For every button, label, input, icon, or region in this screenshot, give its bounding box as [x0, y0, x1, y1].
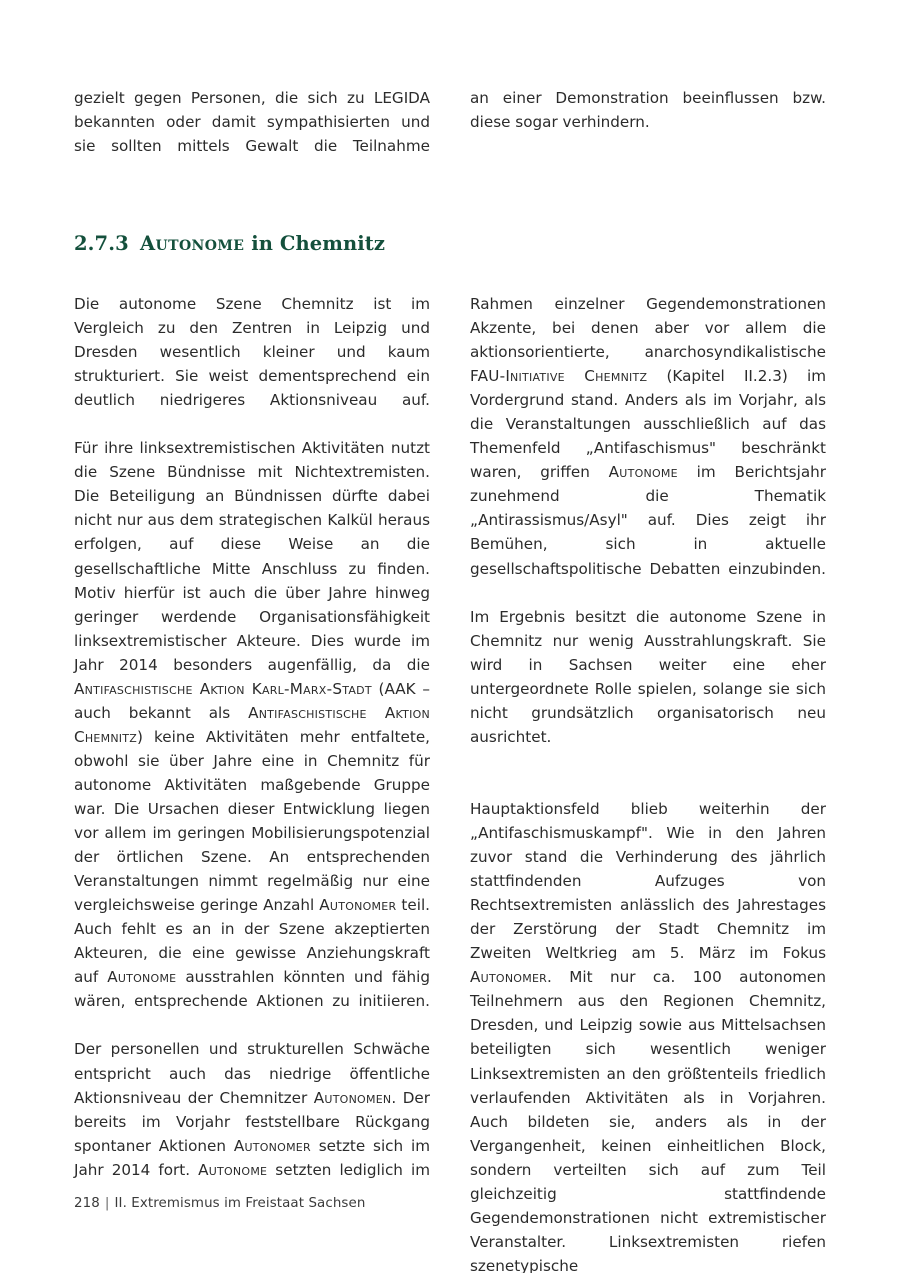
organisation-name-smallcaps: Autonomer	[470, 968, 548, 987]
footer-separator: |	[104, 1196, 110, 1211]
paragraph: Im Ergebnis besitzt die autonome Szene in Chemnitz nur wenig Ausstrahlungskraft. Sie wird in Sachsen weiter eine eher untergeordnete Rolle spielen, solange sie sich nicht grundsätzlich organisatorisch neu ausrichtet.	[470, 607, 826, 746]
top-continuation-left-column	[74, 86, 430, 182]
right-text-column	[470, 292, 826, 1273]
top-continuation-right-column	[470, 86, 826, 182]
paragraph: Für ihre linksextremistischen Aktivitäten nutzt die Szene Bündnisse mit Nichtextremisten. Die Beteiligung an Bündnissen dürfte dabei nicht nur aus dem strategischen Kalkül heraus erfolgen, auf diese Weise an die gesellschaftliche Mitte Anschluss zu finden. Motiv hierfür ist auch die über Jahre hinweg geringer werdende Organisationsfähigkeit linksextremistischer Akteure. Dies wurde im Jahr 2014 besonders augenfällig, da die Antifaschistische Aktion Karl-Marx-Stadt (AAK – auch bekannt als Antifaschistische Aktion Chemnitz) keine Aktivitäten mehr entfaltete, obwohl sie über Jahre eine in Chemnitz für autonome Aktivitäten maßgebende Gruppe war. Die Ursachen dieser Entwicklung liegen vor allem im geringen Mobilisierungspotenzial der örtlichen Szene. An entsprechenden Veranstaltungen nimmt regelmäßig nur eine vergleichsweise geringe Anzahl Autonomer teil. Auch fehlt es an in der Szene akzeptierten Akteuren, die eine gewisse Anziehungskraft auf Autonome ausstrahlen könnten und fähig wären, entsprechende Aktionen zu initiieren.	[74, 439, 430, 1011]
paragraph: Hauptaktionsfeld blieb weiterhin der „Antifaschismuskampf". Wie in den Jahren zuvor stand die Verhinderung des jährlich stattfindenden Aufzuges von Rechtsextremisten anlässlich des Jahrestages der Zerstörung der Stadt Chemnitz im Zweiten Weltkrieg am 5. März im Fokus Autonomer. Mit nur ca. 100 autonomen Teilnehmern aus den Regionen Chemnitz, Dresden, und Leipzig sowie aus Mittelsachsen beteiligten sich wesentlich weniger Linksextremisten an den größtenteils friedlich verlaufenden Aktivitäten als in Vorjahren. Auch bildeten sie, anders als in der Vergangenheit, keinen einheitlichen Block, sondern verteilten sich auf zum Teil gleichzeitig stattfindende Gegendemonstrationen nicht extremistischer Veranstalter. Linksextremisten riefen szenetypische	[470, 799, 826, 1273]
organisation-name-smallcaps: Antifaschistische Aktion Chemnitz	[74, 703, 430, 746]
paragraph: Die autonome Szene Chemnitz ist im Vergleich zu den Zentren in Leipzig und Dresden wesentlich kleiner und kaum strukturiert. Sie weist dementsprechend ein deutlich niedrigeres Aktionsniveau auf.	[74, 295, 430, 410]
running-head: II. Extremismus im Freistaat Sachsen	[114, 1196, 366, 1211]
section-number: 2.7.3	[74, 232, 129, 256]
page-number: 218	[74, 1196, 100, 1211]
organisation-name-smallcaps: Autonomer	[233, 1136, 311, 1155]
organisation-name-smallcaps: Autonome	[107, 968, 177, 987]
top-continuation-block	[74, 86, 826, 182]
left-text-column	[74, 292, 430, 1273]
paragraph: gezielt gegen Personen, die sich zu LEGIDA bekannten oder damit sympathisierten und sie sollten mittels Gewalt die Teilnahme	[74, 89, 430, 156]
organisation-name-smallcaps: FAU-Initiative Chemnitz	[470, 367, 648, 386]
paragraph: Rahmen einzelner Gegendemonstrationen Akzente, bei denen aber vor allem die aktionsorientierte, anarchosyndikalistische FAU-Initiative Chemnitz (Kapitel II.2.3) im Vordergrund stand. Anders als im Vorjahr, als die Veranstaltungen ausschließlich auf das Themenfeld „Antifaschismus" beschränkt waren, griffen Autonome im Berichtsjahr zunehmend die Thematik „Antirassismus/Asyl" auf. Dies zeigt ihr Bemühen, sich in aktuelle gesellschaftspolitische Debatten einzubinden.	[470, 295, 826, 578]
paragraph: an einer Demonstration beeinflussen bzw. diese sogar verhindern.	[470, 89, 826, 132]
section-heading	[74, 232, 826, 255]
section-title-smallcaps: Autonome	[140, 232, 245, 256]
organisation-name-smallcaps: Autonome	[198, 1160, 268, 1179]
body-columns	[74, 292, 826, 1273]
organisation-name-smallcaps: Autonomen	[313, 1088, 392, 1107]
organisation-name-smallcaps: Autonome	[608, 463, 678, 482]
page-footer	[74, 1196, 365, 1211]
organisation-name-smallcaps: Antifaschistische Aktion Karl-Marx-Stadt	[74, 679, 372, 698]
paragraph: Der personellen und strukturellen Schwäche entspricht auch das niedrige öffentliche Aktionsniveau der Chemnitzer Autonomen. Der bereits im Vorjahr feststellbare Rückgang spontaner Aktionen Autonomer setzte sich im Jahr 2014 fort. Autonome setzten lediglich im	[74, 1040, 430, 1179]
section-title-rest: in Chemnitz	[251, 232, 386, 256]
organisation-name-smallcaps: Autonomer	[319, 896, 397, 915]
